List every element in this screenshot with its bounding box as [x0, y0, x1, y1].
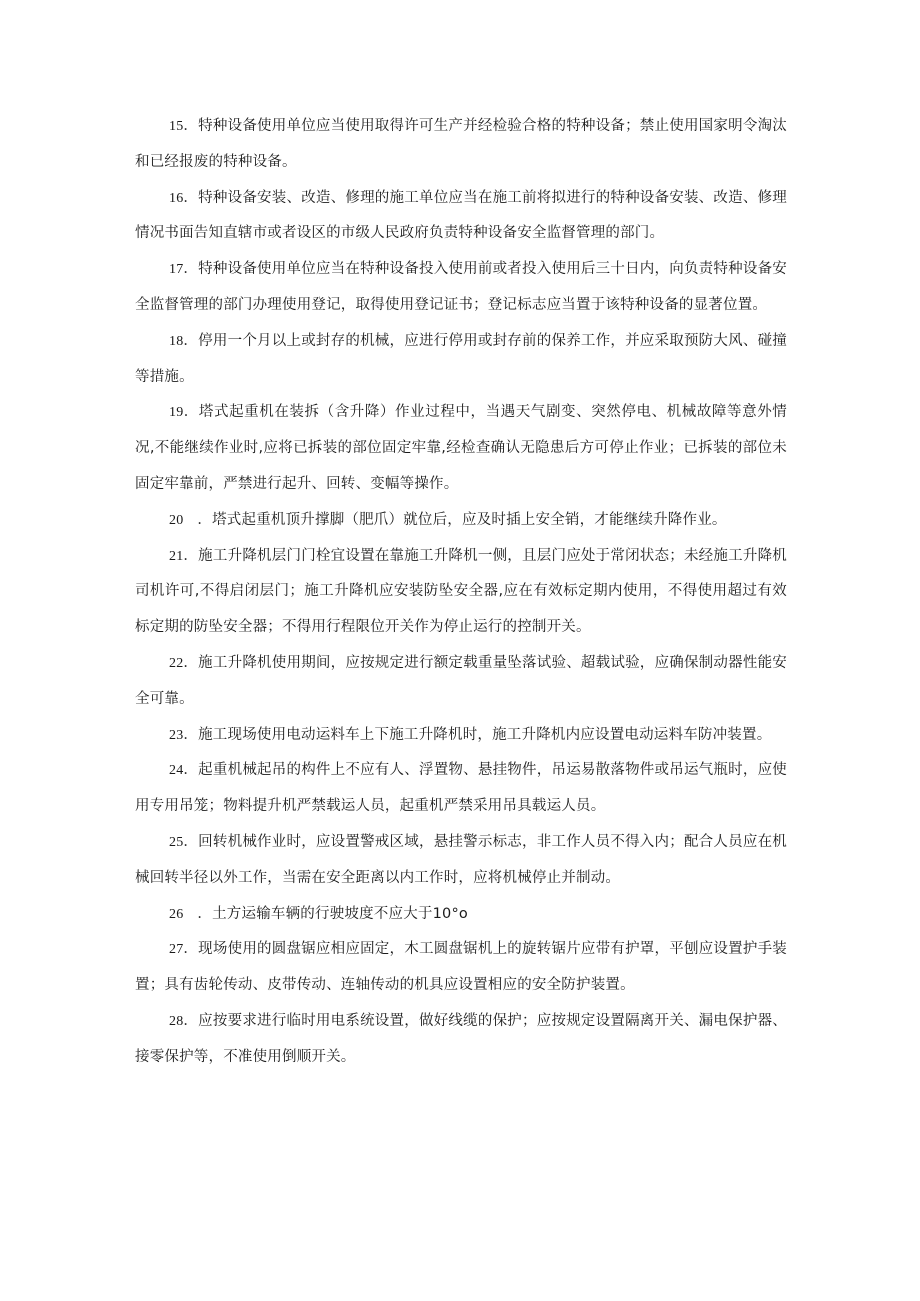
- list-item: [135, 897, 787, 933]
- list-item: [135, 1004, 787, 1076]
- item-text: ．施工升降机层门门栓宜设置在靠施工升降机一侧，且层门应处于常闭状态；未经施工升降机司机许可,不得启闭层门；施工升降机应安装防坠安全器,应在有效标定期内使用，不得使用超过有效标定期的防坠安全器；不得用行程限位开关作为停止运行的控制开关。: [135, 547, 787, 636]
- item-text: ．特种设备使用单位应当在特种设备投入使用前或者投入使用后三十日内，向负责特种设备安全监督管理的部门办理使用登记，取得使用登记证书；登记标志应当置于该特种设备的显著位置。: [135, 261, 787, 313]
- item-number: 22: [169, 655, 184, 671]
- item-number: 18: [169, 333, 184, 349]
- item-number: 24: [169, 763, 184, 779]
- list-item: [135, 718, 787, 754]
- list-item: [135, 109, 787, 181]
- list-item: [135, 181, 787, 253]
- item-text: ．塔式起重机顶升撑脚（肥爪）就位后，应及时插上安全销，才能继续升降作业。: [197, 511, 727, 528]
- item-text: ．现场使用的圆盘锯应相应固定，木工圆盘锯机上的旋转锯片应带有护罩，平刨应设置护手装置；具有齿轮传动、皮带传动、连轴传动的机具应设置相应的安全防护装置。: [135, 941, 787, 994]
- item-text: ．应按要求进行临时用电系统设置，做好线缆的保护；应按规定设置隔离开关、漏电保护器、接零保护等，不准使用倒顺开关。: [135, 1012, 787, 1065]
- item-text: ．回转机械作业时，应设置警戒区域，悬挂警示标志，非工作人员不得入内；配合人员应在机械回转半径以外工作，当需在安全距离以内工作时，应将机械停止并制动。: [135, 833, 787, 886]
- list-item: [135, 539, 787, 646]
- item-number: 19: [169, 405, 184, 421]
- list-item: [135, 503, 787, 539]
- item-text: ．起重机械起吊的构件上不应有人、浮置物、悬挂物件，吊运易散落物件或吊运气瓶时，应使用专用吊笼；物料提升机严禁载运人员，起重机严禁采用吊具载运人员。: [135, 762, 787, 815]
- item-number: 21: [169, 548, 184, 564]
- item-text: ．施工现场使用电动运料车上下施工升降机时，施工升降机内应设置电动运料车防冲装置。: [183, 726, 772, 743]
- document-body: [135, 109, 787, 1076]
- list-item: [135, 825, 787, 897]
- item-number: 23: [169, 727, 184, 743]
- item-text: ．施工升降机使用期间，应按规定进行额定载重量坠落试验、超载试验，应确保制动器性能安全可靠。: [135, 654, 787, 707]
- list-item: [135, 753, 787, 825]
- item-number: 15: [169, 119, 184, 134]
- item-text: ．特种设备使用单位应当使用取得许可生产并经检验合格的特种设备；禁止使用国家明令淘汰和已经报废的特种设备。: [135, 118, 787, 170]
- item-number: 16: [169, 190, 184, 206]
- list-item: [135, 932, 787, 1004]
- item-number: 25: [169, 834, 184, 850]
- item-number: 17: [169, 262, 184, 278]
- item-number: 26: [169, 906, 184, 922]
- list-item: [135, 252, 787, 324]
- item-text: ．塔式起重机在装拆（含升降）作业过程中，当遇天气剧变、突然停电、机械故障等意外情况,不能继续作业时,应将已拆装的部位固定牢靠,经检查确认无隐患后方可停止作业；已拆装的部位未固定牢靠前，严禁进行起升、回转、变幅等操作。: [135, 404, 787, 492]
- item-text: ．停用一个月以上或封存的机械，应进行停用或封存前的保养工作，并应采取预防大风、碰撞等措施。: [135, 332, 787, 385]
- item-number: 27: [169, 942, 184, 958]
- item-text: ．特种设备安装、改造、修理的施工单位应当在施工前将拟进行的特种设备安装、改造、修理情况书面告知直辖市或者设区的市级人民政府负责特种设备安全监督管理的部门。: [135, 189, 787, 242]
- item-number: 28: [169, 1013, 184, 1029]
- item-text: ．土方运输车辆的行驶坡度不应大于10°o: [197, 905, 468, 922]
- list-item: [135, 395, 787, 502]
- item-number: 20: [169, 512, 184, 528]
- list-item: [135, 324, 787, 396]
- list-item: [135, 646, 787, 718]
